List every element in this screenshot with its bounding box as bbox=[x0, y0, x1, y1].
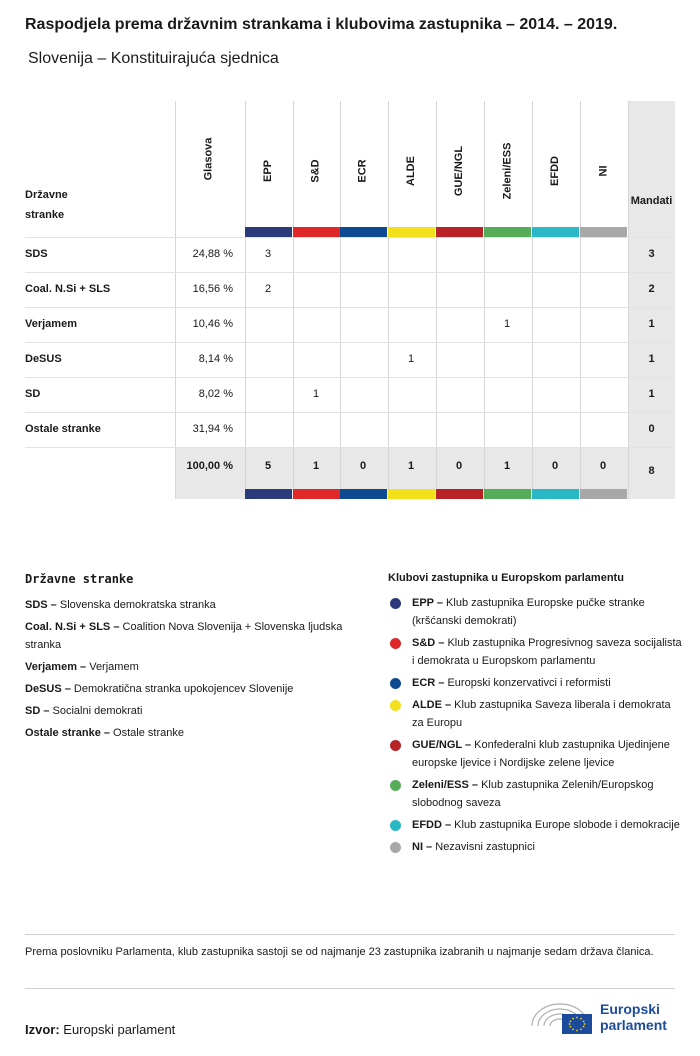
party-legend-item bbox=[25, 618, 355, 654]
group-abbr: ECR – bbox=[412, 677, 445, 689]
party-full-name: Ostale stranke bbox=[110, 727, 184, 739]
page-subtitle: Slovenija – Konstituirajuća sjednica bbox=[28, 50, 279, 67]
group-full-name: Nezavisni zastupnici bbox=[432, 841, 535, 853]
group-column-header bbox=[245, 121, 291, 221]
group-color-bar bbox=[293, 489, 340, 499]
group-color-bar bbox=[245, 489, 292, 499]
footnote: Prema poslovniku Parlamenta, klub zastupnika sastoji se od najmanje 23 zastupnika izabranih u najmanje sedam država članica. bbox=[25, 946, 654, 958]
party-legend-title: Državne stranke bbox=[25, 572, 134, 586]
distribution-table bbox=[25, 101, 675, 499]
logo-text: Europski parlament bbox=[600, 1001, 667, 1033]
group-legend-item bbox=[388, 776, 683, 812]
party-column-header: Državne stranke bbox=[25, 189, 68, 221]
mandate-count: 3 bbox=[648, 248, 655, 260]
group-full-name: Klub zastupnika Europe slobode i demokracije bbox=[451, 819, 680, 831]
group-abbr: EPP – bbox=[412, 597, 443, 609]
column-divider bbox=[628, 101, 629, 499]
party-legend-item bbox=[25, 596, 355, 614]
party-name: SD bbox=[25, 388, 41, 400]
mandate-count: 1 bbox=[648, 388, 655, 400]
seat-count: 1 bbox=[407, 353, 415, 365]
vote-share: 16,56 % bbox=[192, 283, 233, 295]
group-color-bar bbox=[388, 227, 435, 237]
total-seat-count: 0 bbox=[455, 460, 463, 472]
group-color-bar bbox=[532, 489, 579, 499]
party-abbr: SD – bbox=[25, 705, 50, 717]
group-column-header bbox=[484, 121, 530, 221]
group-abbr: ALDE – bbox=[412, 699, 452, 711]
group-full-name: Klub zastupnika Progresivnog saveza socijalista i demokrata u Europskom parlamentu bbox=[412, 637, 682, 667]
group-header-label: EPP bbox=[261, 159, 274, 183]
mandate-count: 0 bbox=[648, 423, 655, 435]
group-color-dot-icon bbox=[390, 780, 401, 791]
group-full-name: Klub zastupnika Zelenih/Europskog slobodnog saveza bbox=[412, 779, 654, 809]
vote-share: 8,02 % bbox=[198, 388, 233, 400]
vote-share: 10,46 % bbox=[192, 318, 233, 330]
votes-column-header bbox=[185, 109, 231, 209]
party-legend-item bbox=[25, 724, 355, 742]
group-column-header bbox=[340, 121, 386, 221]
row-divider bbox=[25, 272, 675, 273]
group-color-dot-icon bbox=[390, 678, 401, 689]
row-divider bbox=[25, 447, 675, 448]
group-color-bar bbox=[340, 227, 387, 237]
page-title: Raspodjela prema državnim strankama i klubovima zastupnika – 2014. – 2019. bbox=[25, 16, 618, 33]
group-color-dot-icon bbox=[390, 740, 401, 751]
party-legend-item bbox=[25, 658, 355, 676]
party-name: SDS bbox=[25, 248, 48, 260]
group-legend bbox=[388, 572, 683, 860]
party-name: DeSUS bbox=[25, 353, 62, 365]
seat-count: 3 bbox=[264, 248, 272, 260]
group-legend-item bbox=[388, 696, 683, 732]
group-color-dot-icon bbox=[390, 820, 401, 831]
group-full-name: Konfederalni klub zastupnika Ujedinjene europske ljevice i Nordijske zelene ljevice bbox=[412, 739, 670, 769]
party-legend-item bbox=[25, 680, 355, 698]
column-divider bbox=[175, 101, 176, 499]
total-seat-count: 0 bbox=[599, 460, 607, 472]
group-color-bar bbox=[340, 489, 387, 499]
group-abbr: NI – bbox=[412, 841, 433, 853]
total-mandates: 8 bbox=[648, 465, 655, 477]
party-name: Ostale stranke bbox=[25, 423, 101, 435]
group-full-name: Europski konzervativci i reformisti bbox=[444, 677, 611, 689]
group-column-header bbox=[580, 121, 626, 221]
row-divider bbox=[25, 307, 675, 308]
mandate-count: 2 bbox=[648, 283, 655, 295]
party-abbr: SDS – bbox=[25, 599, 57, 611]
group-legend-item bbox=[388, 816, 683, 834]
group-color-bar bbox=[388, 489, 435, 499]
party-name: Verjamem bbox=[25, 318, 77, 330]
group-legend-title: Klubovi zastupnika u Europskom parlamentu bbox=[388, 572, 624, 584]
party-legend-item bbox=[25, 702, 355, 720]
group-color-bar bbox=[580, 227, 627, 237]
group-color-bar bbox=[436, 489, 483, 499]
seat-count: 1 bbox=[503, 318, 511, 330]
seat-count: 2 bbox=[264, 283, 272, 295]
row-divider bbox=[25, 237, 675, 238]
group-color-bar bbox=[245, 227, 292, 237]
group-color-bar bbox=[532, 227, 579, 237]
total-seat-count: 0 bbox=[359, 460, 367, 472]
group-header-label: Zeleni/ESS bbox=[501, 142, 514, 200]
group-header-label: ECR bbox=[356, 159, 369, 183]
group-color-bar bbox=[484, 489, 531, 499]
total-seat-count: 1 bbox=[407, 460, 415, 472]
mandate-count: 1 bbox=[648, 353, 655, 365]
party-abbr: Ostale stranke – bbox=[25, 727, 110, 739]
row-divider bbox=[25, 377, 675, 378]
row-divider bbox=[25, 342, 675, 343]
european-parliament-logo bbox=[528, 996, 678, 1040]
vote-share: 31,94 % bbox=[192, 423, 233, 435]
source-text: Europski parlament bbox=[59, 1022, 176, 1037]
group-header-label: ALDE bbox=[404, 156, 417, 186]
group-abbr: GUE/NGL – bbox=[412, 739, 472, 751]
total-seat-count: 1 bbox=[312, 460, 320, 472]
total-seat-count: 0 bbox=[551, 460, 559, 472]
group-header-label: S&D bbox=[309, 159, 322, 183]
group-legend-item bbox=[388, 838, 683, 856]
mandate-count: 1 bbox=[648, 318, 655, 330]
group-color-bar bbox=[580, 489, 627, 499]
group-color-dot-icon bbox=[390, 638, 401, 649]
group-color-dot-icon bbox=[390, 842, 401, 853]
group-full-name: Klub zastupnika Saveza liberala i demokrata za Europu bbox=[412, 699, 671, 729]
mandates-column-header: Mandati bbox=[630, 195, 673, 207]
votes-header-label: Glasova bbox=[202, 137, 214, 181]
group-legend-item bbox=[388, 634, 683, 670]
party-full-name: Coalition Nova Slovenija + Slovenska ljudska stranka bbox=[25, 621, 343, 651]
group-color-dot-icon bbox=[390, 598, 401, 609]
group-legend-item bbox=[388, 594, 683, 630]
vote-share: 8,14 % bbox=[198, 353, 233, 365]
group-color-dot-icon bbox=[390, 700, 401, 711]
row-divider bbox=[25, 412, 675, 413]
group-column-header bbox=[388, 121, 434, 221]
group-header-label: EFDD bbox=[548, 156, 561, 186]
group-color-bar bbox=[484, 227, 531, 237]
group-color-bar bbox=[436, 227, 483, 237]
party-full-name: Verjamem bbox=[86, 661, 139, 673]
source-label: Izvor: bbox=[25, 1022, 60, 1037]
party-full-name: Socialni demokrati bbox=[49, 705, 143, 717]
group-abbr: S&D – bbox=[412, 637, 445, 649]
group-abbr: Zeleni/ESS – bbox=[412, 779, 479, 791]
party-abbr: Coal. N.Si + SLS – bbox=[25, 621, 120, 633]
group-column-header bbox=[532, 121, 578, 221]
party-legend bbox=[25, 572, 355, 746]
vote-share: 24,88 % bbox=[192, 248, 233, 260]
divider bbox=[25, 988, 675, 989]
group-header-label: GUE/NGL bbox=[453, 145, 465, 197]
parliament-hemicycle-icon bbox=[528, 996, 598, 1040]
party-abbr: Verjamem – bbox=[25, 661, 87, 673]
party-abbr: DeSUS – bbox=[25, 683, 71, 695]
group-legend-item bbox=[388, 736, 683, 772]
group-column-header bbox=[293, 121, 339, 221]
total-seat-count: 5 bbox=[264, 460, 272, 472]
group-column-header bbox=[436, 121, 482, 221]
seat-count: 1 bbox=[312, 388, 320, 400]
party-name: Coal. N.Si + SLS bbox=[25, 283, 111, 295]
mandates-column-shade bbox=[628, 101, 675, 499]
group-abbr: EFDD – bbox=[412, 819, 452, 831]
party-full-name: Demokratična stranka upokojencev Slovenije bbox=[70, 683, 294, 695]
total-seat-count: 1 bbox=[503, 460, 511, 472]
group-color-bar bbox=[293, 227, 340, 237]
source-line bbox=[25, 1022, 175, 1037]
total-vote-share: 100,00 % bbox=[186, 460, 233, 472]
group-legend-item bbox=[388, 674, 683, 692]
group-header-label: NI bbox=[597, 165, 609, 177]
divider bbox=[25, 934, 675, 935]
group-full-name: Klub zastupnika Europske pučke stranke (kršćanski demokrati) bbox=[412, 597, 645, 627]
party-full-name: Slovenska demokratska stranka bbox=[56, 599, 216, 611]
